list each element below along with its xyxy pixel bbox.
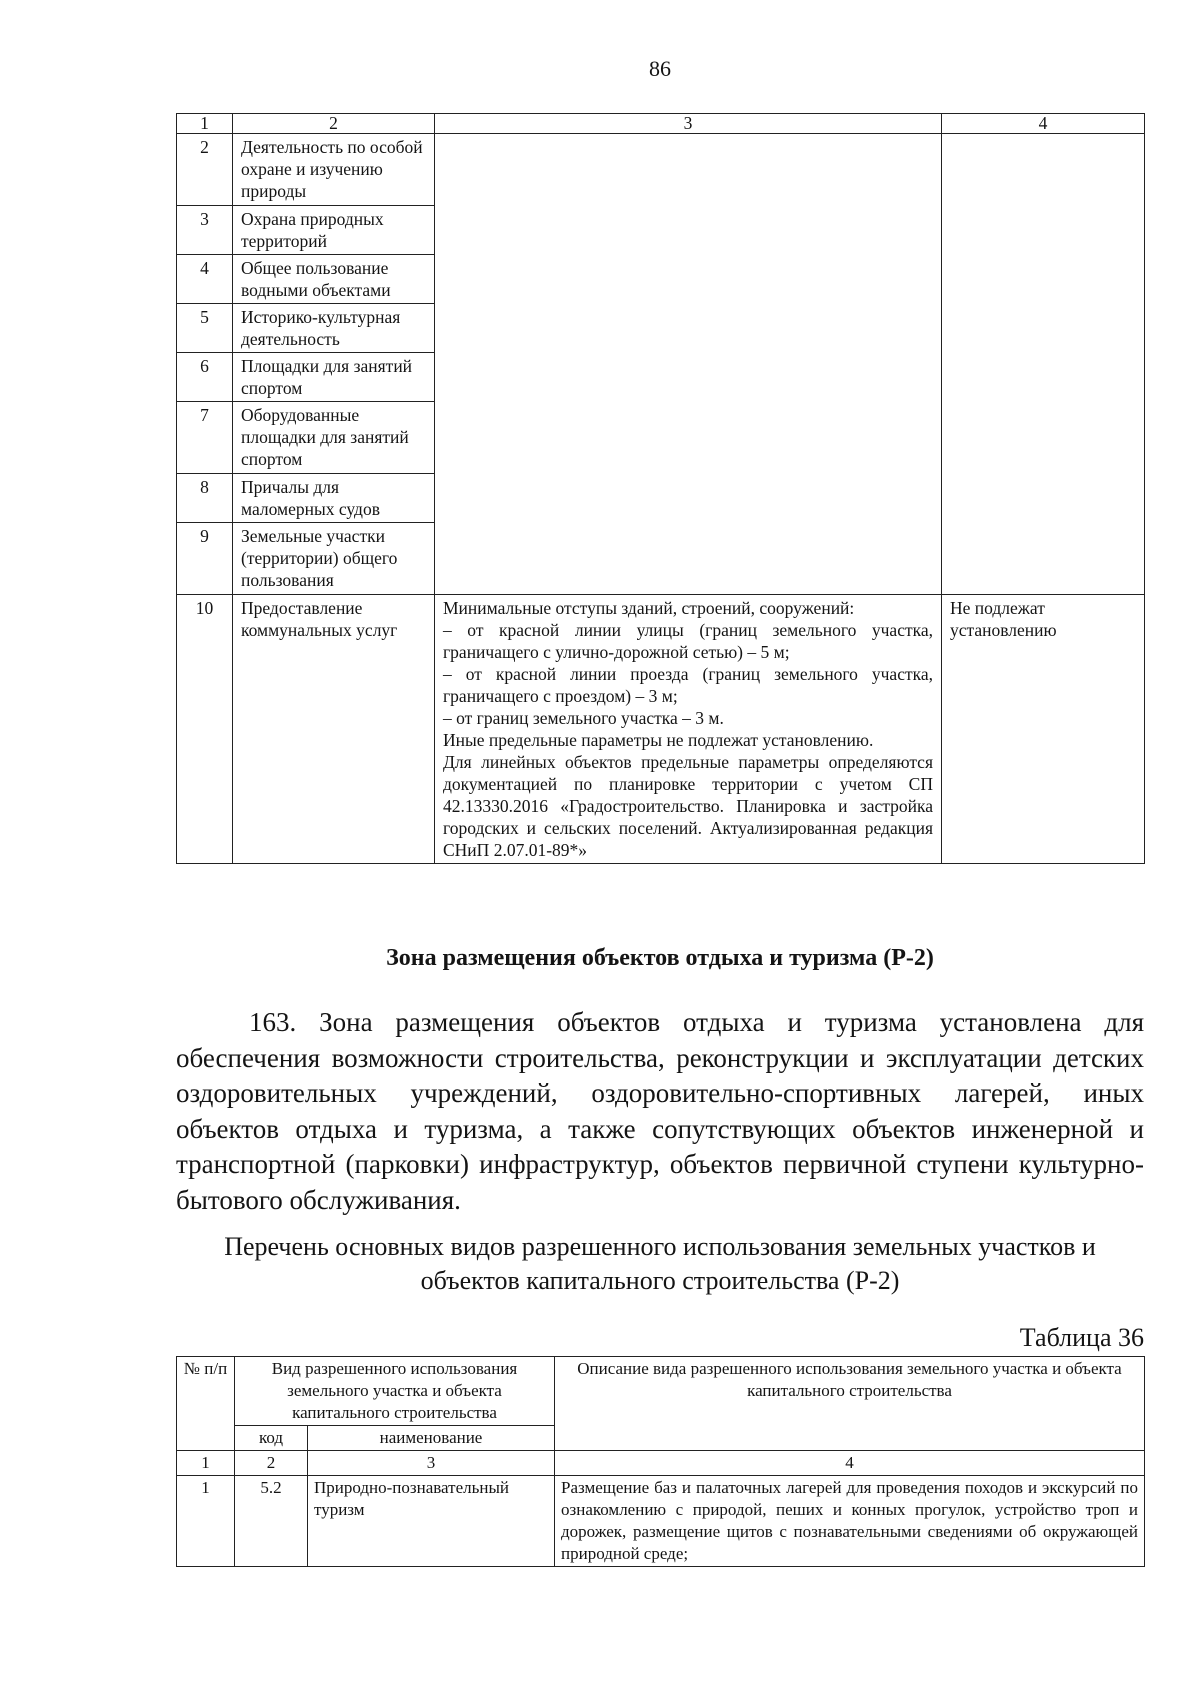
permitted-use-table [176, 1356, 1145, 1567]
use-name: Земельные участки (территории) общего пользования [233, 523, 435, 595]
table-row [177, 595, 1145, 864]
row-number: 1 [177, 1476, 235, 1567]
header-cell: 4 [942, 114, 1145, 134]
param-line: Иные предельные параметры не подлежат установлению. [443, 730, 874, 750]
column-number: 2 [235, 1451, 308, 1476]
header-kind: Вид разрешенного использования земельного участка и объекта капитального строительства [235, 1357, 555, 1426]
limit-params-cell [435, 595, 942, 864]
use-name: Причалы для маломерных судов [233, 474, 435, 523]
zone-description-paragraph: 163. Зона размещения объектов отдыха и туризма установлена для обеспечения возможности строительства, реконструкции и эксплуатации детских оздоровительных учреждений, оздоровительно-спортивных лагерей, иных объектов отдыха и туризма, а также сопутствующих объектов инженерной и транспортной (парковки) инфраструктур, объектов первичной ступени культурно-бытового обслуживания. [176, 1007, 1144, 1215]
table-number-label: Таблица 36 [1019, 1323, 1144, 1352]
header-cell: 1 [177, 114, 233, 134]
header-cell: 2 [233, 114, 435, 134]
column-number: 4 [555, 1451, 1145, 1476]
row-number: 7 [177, 402, 233, 474]
table-header-row [177, 1357, 1145, 1426]
column-number: 1 [177, 1451, 235, 1476]
use-code: 5.2 [235, 1476, 308, 1567]
empty-params-cell [435, 134, 942, 595]
row-number: 4 [177, 255, 233, 304]
use-name: Предоставление коммунальных услуг [233, 595, 435, 864]
use-name: Историко-культурная деятельность [233, 304, 435, 353]
use-description: Размещение баз и палаточных лагерей для проведения походов и экскурсий по ознакомлению с природой, пеших и конных прогулок, устройство троп и дорожек, размещение щитов с познавательными сведениями об окружающей природной среде; [555, 1476, 1145, 1567]
land-use-table-continued [176, 113, 1145, 864]
empty-restriction-cell [942, 134, 1145, 595]
param-line: Для линейных объектов предельные параметры определяются документацией по планировке территории с учетом СП 42.13330.2016 «Градостроительство. Планировка и застройка городских и сельских поселений. Актуализированная редакция СНиП 2.07.01-89*» [443, 752, 933, 860]
header-cell: 3 [435, 114, 942, 134]
row-number: 3 [177, 206, 233, 255]
restriction-cell: Не подлежат установлению [942, 595, 1145, 864]
column-number: 3 [308, 1451, 555, 1476]
use-name: Деятельность по особой охране и изучению природы [233, 134, 435, 206]
row-number: 10 [177, 595, 233, 864]
param-line: Минимальные отступы зданий, строений, сооружений: [443, 598, 855, 618]
use-name: Охрана природных территорий [233, 206, 435, 255]
param-line: – от границ земельного участка – 3 м. [443, 708, 724, 728]
row-number: 9 [177, 523, 233, 595]
list-heading: Перечень основных видов разрешенного использования земельных участков и объектов капитального строительства (Р-2) [224, 1232, 1096, 1295]
table-row [177, 134, 1145, 206]
row-number: 8 [177, 474, 233, 523]
param-line: – от красной линии улицы (границ земельного участка, граничащего с улично-дорожной сетью) – 5 м; [443, 620, 933, 662]
use-name: Площадки для занятий спортом [233, 353, 435, 402]
header-code: код [235, 1426, 308, 1451]
table-row [177, 1476, 1145, 1567]
use-name: Оборудованные площадки для занятий спортом [233, 402, 435, 474]
zone-heading: Зона размещения объектов отдыха и туризма (Р-2) [386, 945, 934, 971]
header-no: № п/п [177, 1357, 235, 1451]
row-number: 2 [177, 134, 233, 206]
use-name: Общее пользование водными объектами [233, 255, 435, 304]
column-number-row [177, 1451, 1145, 1476]
header-desc: Описание вида разрешенного использования земельного участка и объекта капитального строительства [555, 1357, 1145, 1451]
row-number: 5 [177, 304, 233, 353]
row-number: 6 [177, 353, 233, 402]
header-name: наименование [308, 1426, 555, 1451]
page-number: 86 [649, 56, 671, 81]
param-line: – от красной линии проезда (границ земельного участка, граничащего с проездом) – 3 м; [443, 664, 933, 706]
use-name: Природно-познавательный туризм [308, 1476, 555, 1567]
table-header-row [177, 114, 1145, 134]
